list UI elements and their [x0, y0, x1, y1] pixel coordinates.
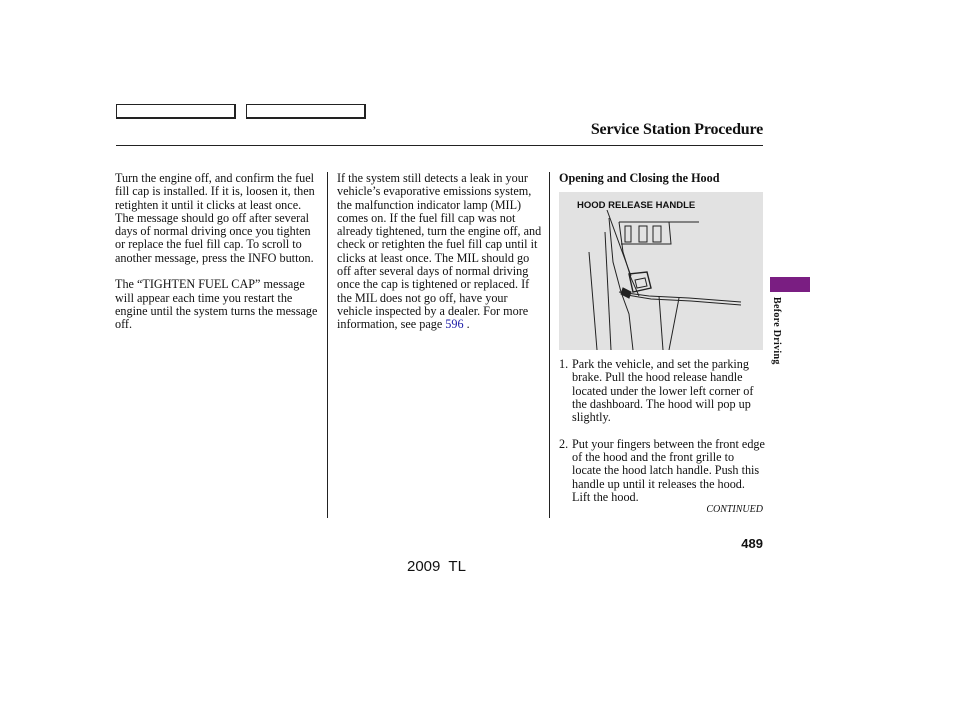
step-text: Park the vehicle, and set the parking brake. Pull the hood release handle located under the lower left corner of the dashboard. The hood will pop up slightly. — [572, 357, 754, 425]
paragraph-text: If the system still detects a leak in your vehicle’s evaporative emissions system, the malfunction indicator lamp (MIL) comes on. If the fuel fill cap was not already tightened, turn the engine off, and check or retighten the fuel fill cap until it clicks at least once. The MIL should go off after several days of normal driving once the cap is tightened or replaced. If the MIL does not go off, have your vehicle inspected by a dealer. For more information, see page — [337, 171, 542, 332]
step-text: Put your fingers between the front edge of the hood and the front grille to locate the hood latch handle. Push this handle up until it releases the hood. Lift the hood. — [572, 436, 765, 504]
paragraph-suffix: . — [463, 317, 470, 332]
column-divider — [549, 172, 550, 518]
page-number: 489 — [741, 536, 763, 551]
section-tab-label: Before Driving — [771, 297, 782, 365]
text-column-2 — [337, 172, 543, 332]
nav-button-prev[interactable] — [116, 104, 236, 119]
page-title: Service Station Procedure — [590, 121, 763, 138]
step-item — [559, 438, 765, 504]
text-column-3 — [559, 172, 765, 185]
paragraph: Turn the engine off, and confirm the fuel fill cap is installed. If it is, loosen it, then retighten it until it clicks at least once. The message should go off after several days of normal driving once you tighten or replace the fuel fill cap. To scroll to another message, press the INFO button. — [115, 171, 315, 265]
figure-label: HOOD RELEASE HANDLE — [577, 200, 696, 211]
paragraph — [337, 172, 543, 332]
title-divider — [116, 145, 763, 146]
page-link[interactable]: 596 — [445, 317, 464, 332]
section-heading: Opening and Closing the Hood — [559, 171, 720, 185]
hood-release-drawing — [559, 192, 763, 350]
text-column-1 — [115, 172, 320, 332]
paragraph: The “TIGHTEN FUEL CAP” message will appear each time you restart the engine until the system turns the message off. — [115, 277, 318, 332]
step-number: 2. — [559, 436, 569, 451]
instruction-steps — [559, 358, 765, 504]
step-item — [559, 358, 765, 424]
hood-release-illustration — [559, 192, 763, 350]
section-tab — [770, 277, 810, 292]
column-divider — [327, 172, 328, 518]
step-number: 1. — [559, 357, 569, 371]
model-footer: 2009 TL — [407, 558, 466, 575]
continued-label: CONTINUED — [706, 504, 763, 515]
nav-button-next[interactable] — [246, 104, 366, 119]
